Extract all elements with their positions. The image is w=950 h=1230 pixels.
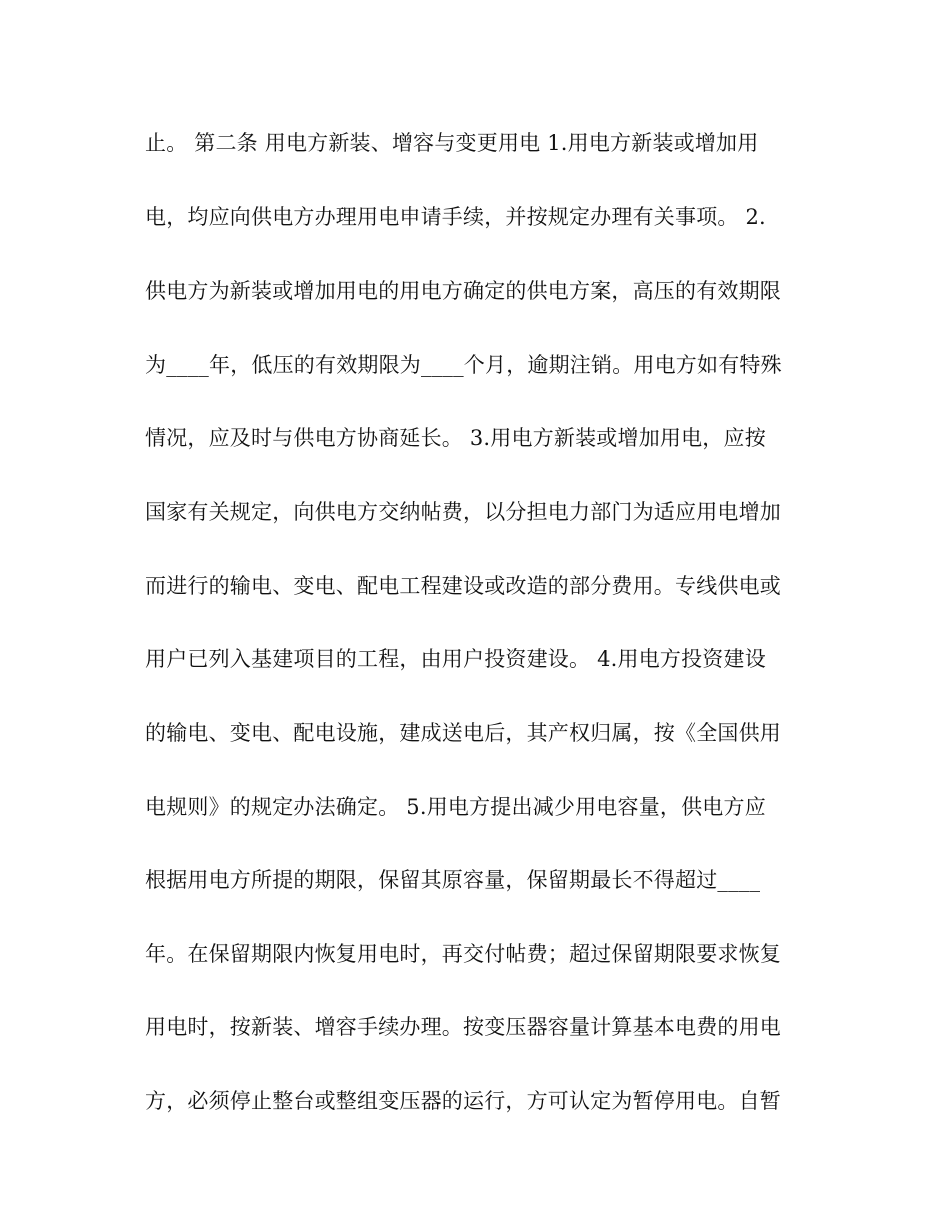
text-line: 国家有关规定，向供电方交纳帖费，以分担电力部门为适应用电增加 [145,500,781,524]
text-line: 为____年，低压的有效期限为____个月，逾期注销。用电方如有特殊 [145,353,782,377]
text-line: 根据用电方所提的期限，保留其原容量，保留期最长不得超过____ [145,868,761,892]
text-line: 而进行的输电、变电、配电工程建设或改造的部分费用。专线供电或 [145,574,781,598]
text-line: 情况，应及时与供电方协商延长。 3.用电方新装或增加用电，应按 [145,426,766,450]
text-line: 用户已列入基建项目的工程，由用户投资建设。 4.用电方投资建设 [145,647,766,671]
text-line: 电规则》的规定办法确定。 5.用电方提出减少用电容量，供电方应 [145,795,766,819]
text-line: 方，必须停止整台或整组变压器的运行，方可认定为暂停用电。自暂 [145,1089,781,1113]
text-line: 用电时，按新装、增容手续办理。按变压器容量计算基本电费的用电 [145,1015,781,1039]
text-line: 止。 第二条 用电方新装、增容与变更用电 1.用电方新装或增加用 [145,131,759,155]
text-line: 电，均应向供电方办理用电申请手续，并按规定办理有关事项。 2. [145,205,766,229]
text-line: 年。在保留期限内恢复用电时，再交付帖费；超过保留期限要求恢复 [145,942,781,966]
text-line: 供电方为新装或增加用电的用电方确定的供电方案，高压的有效期限 [145,279,781,303]
text-line: 的输电、变电、配电设施，建成送电后，其产权归属，按《全国供用 [145,721,781,745]
